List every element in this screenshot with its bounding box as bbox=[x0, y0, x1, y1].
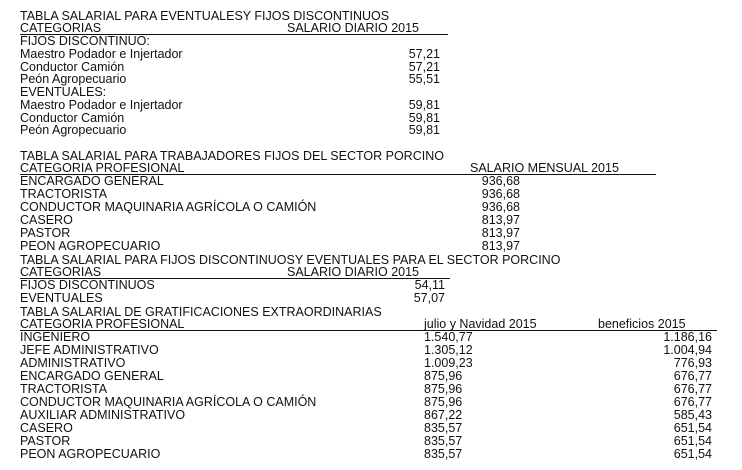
s4-row-b: 676,77 bbox=[673, 382, 712, 396]
s1-col-category: CATEGORIAS bbox=[20, 21, 102, 35]
s2-col-category: CATEGORIA PROFESIONAL bbox=[20, 161, 185, 175]
s4-row-a: 835,57 bbox=[424, 434, 463, 448]
s1-row-cat: Conductor Camión bbox=[20, 60, 125, 74]
s4-row-cat: CASERO bbox=[20, 421, 73, 435]
s4-row-a: 1.540,77 bbox=[424, 330, 473, 344]
s4-col-a: julio y Navidad 2015 bbox=[424, 317, 537, 331]
s4-row-cat: CONDUCTOR MAQUINARIA AGRÍCOLA O CAMIÓN bbox=[20, 395, 317, 409]
s4-row-b: 1.004,94 bbox=[663, 343, 712, 357]
s1-row-val: 57,21 bbox=[408, 60, 440, 74]
s1-title: TABLA SALARIAL PARA EVENTUALESY FIJOS DISCONTINUOS bbox=[20, 9, 390, 23]
s4-row-a: 835,57 bbox=[424, 421, 463, 435]
s1-row-val: 59,81 bbox=[408, 98, 440, 112]
s2-row-val: 936,68 bbox=[481, 200, 520, 214]
s4-row-b: 676,77 bbox=[673, 395, 712, 409]
s4-row-a: 867,22 bbox=[424, 408, 463, 422]
s1-row-cat: Maestro Podador e Injertador bbox=[20, 47, 183, 61]
s4-row-cat: PEON AGROPECUARIO bbox=[20, 447, 161, 461]
s2-row-val: 813,97 bbox=[481, 226, 520, 240]
s1-row-cat: Peón Agropecuario bbox=[20, 72, 127, 86]
s4-row-cat: INGENIERO bbox=[20, 330, 91, 344]
s1-row-cat: Peón Agropecuario bbox=[20, 123, 127, 137]
s4-row-cat: PASTOR bbox=[20, 434, 71, 448]
s3-col-salary: SALARIO DIARIO 2015 bbox=[287, 265, 420, 279]
s4-row-b: 676,77 bbox=[673, 369, 712, 383]
s2-row-cat: CASERO bbox=[20, 213, 73, 227]
s2-col-salary: SALARIO MENSUAL 2015 bbox=[470, 161, 619, 175]
s1-row-val: 59,81 bbox=[408, 123, 440, 137]
s3-title: TABLA SALARIAL PARA FIJOS DISCONTINUOSY EVENTUALES PARA EL SECTOR PORCINO bbox=[20, 253, 561, 267]
s4-row-a: 835,57 bbox=[424, 447, 463, 461]
s3-row-cat: EVENTUALES bbox=[20, 291, 103, 305]
s1-group-label: FIJOS DISCONTINUO: bbox=[20, 34, 150, 48]
s2-row-cat: TRACTORISTA bbox=[20, 187, 108, 201]
s4-row-b: 651,54 bbox=[673, 421, 712, 435]
s1-group-label: EVENTUALES: bbox=[20, 85, 107, 99]
s4-row-cat: ENCARGADO GENERAL bbox=[20, 369, 164, 383]
s4-row-b: 585,43 bbox=[673, 408, 712, 422]
s2-row-val: 813,97 bbox=[481, 239, 520, 253]
s4-row-cat: TRACTORISTA bbox=[20, 382, 108, 396]
s1-col-salary: SALARIO DIARIO 2015 bbox=[287, 21, 420, 35]
s4-col-b: beneficios 2015 bbox=[598, 317, 686, 331]
s2-row-val: 936,68 bbox=[481, 174, 520, 188]
s4-title: TABLA SALARIAL DE GRATIFICACIONES EXTRAORDINARIAS bbox=[20, 305, 382, 319]
s3-row-val: 54,11 bbox=[414, 278, 445, 292]
s3-row-val: 57,07 bbox=[413, 291, 445, 305]
s2-row-cat: ENCARGADO GENERAL bbox=[20, 174, 164, 188]
s4-row-b: 651,54 bbox=[673, 434, 712, 448]
s4-row-a: 875,96 bbox=[424, 369, 463, 383]
s4-row-cat: AUXILIAR ADMINISTRATIVO bbox=[20, 408, 186, 422]
s3-col-category: CATEGORIAS bbox=[20, 265, 102, 279]
s2-row-cat: PEON AGROPECUARIO bbox=[20, 239, 161, 253]
s2-row-val: 936,68 bbox=[481, 187, 520, 201]
s4-row-cat: ADMINISTRATIVO bbox=[20, 356, 126, 370]
s1-row-val: 55,51 bbox=[408, 72, 440, 86]
s2-row-val: 813,97 bbox=[481, 213, 520, 227]
s4-row-a: 1.009,23 bbox=[424, 356, 473, 370]
s4-row-b: 1.186,16 bbox=[663, 330, 712, 344]
s1-row-val: 57,21 bbox=[408, 47, 440, 61]
s1-row-cat: Conductor Camión bbox=[20, 111, 125, 125]
s4-row-cat: JEFE ADMINISTRATIVO bbox=[20, 343, 159, 357]
s4-row-a: 875,96 bbox=[424, 382, 463, 396]
s2-row-cat: PASTOR bbox=[20, 226, 71, 240]
s4-col-category: CATEGORIA PROFESIONAL bbox=[20, 317, 185, 331]
s4-row-b: 776,93 bbox=[673, 356, 712, 370]
s1-row-cat: Maestro Podador e Injertador bbox=[20, 98, 183, 112]
s3-row-cat: FIJOS DISCONTINUOS bbox=[20, 278, 155, 292]
s2-title: TABLA SALARIAL PARA TRABAJADORES FIJOS DEL SECTOR PORCINO bbox=[20, 149, 444, 163]
s2-row-cat: CONDUCTOR MAQUINARIA AGRÍCOLA O CAMIÓN bbox=[20, 200, 317, 214]
s4-row-a: 875,96 bbox=[424, 395, 463, 409]
s4-row-b: 651,54 bbox=[673, 447, 712, 461]
s1-row-val: 59,81 bbox=[408, 111, 440, 125]
s4-row-a: 1.305,12 bbox=[424, 343, 473, 357]
